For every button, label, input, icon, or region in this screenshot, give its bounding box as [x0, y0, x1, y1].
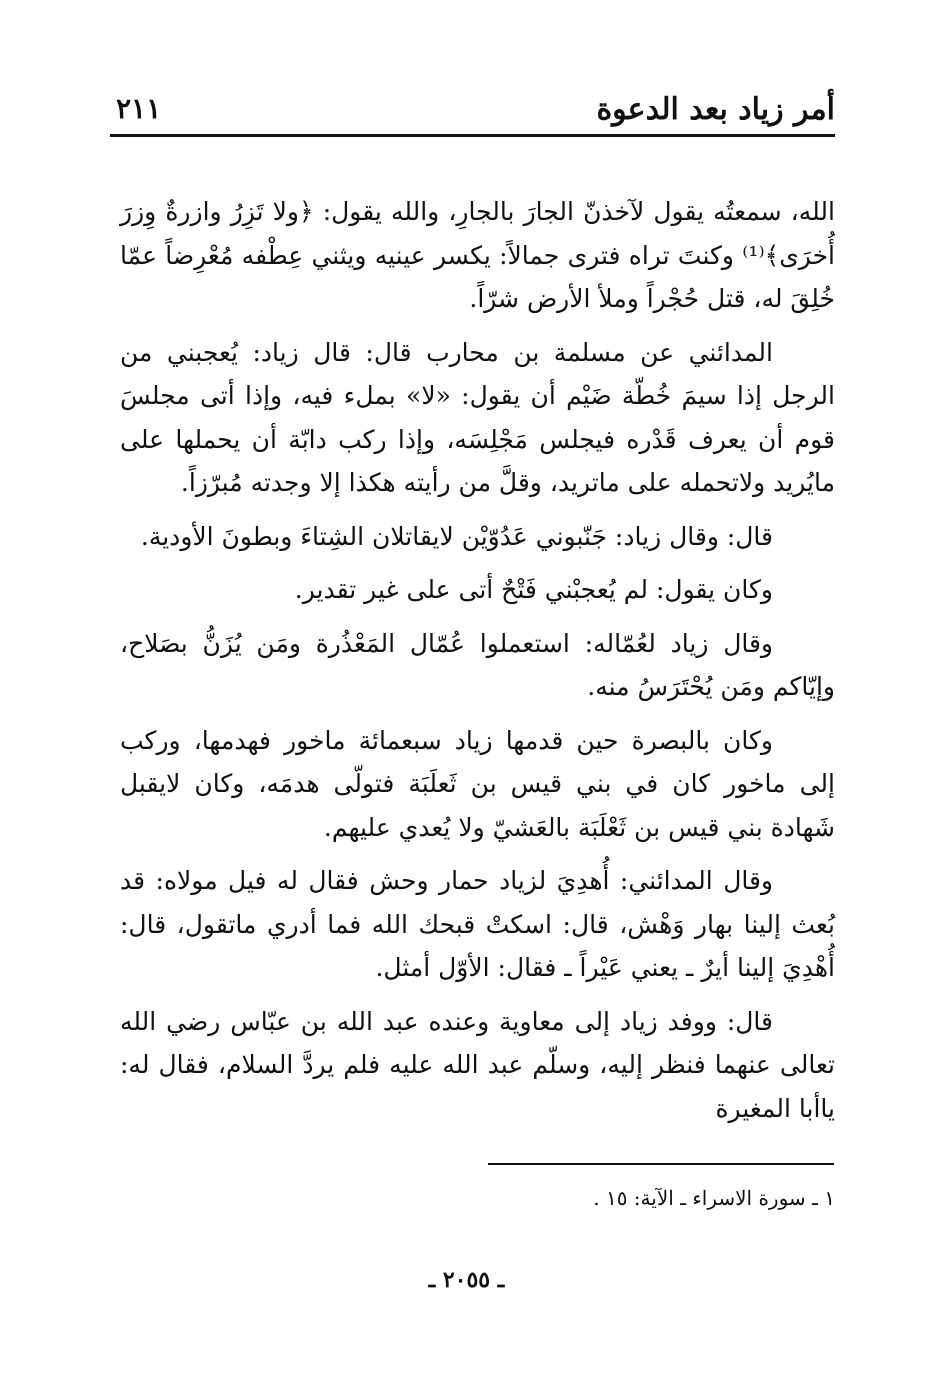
paragraph: قال: وقال زياد: جَنّبوني عَدُوّيْن لايقاتلان الشِتاءَ وبطونَ الأودية. — [140, 521, 773, 551]
paragraph: قال: ووفد زياد إلى معاوية وعنده عبد الله بن عبّاس رضي الله تعالى عنهما فنظر إليه، وسلّم عبد الله عليه فلم يردَّ السلام، فقال له: ياأبا المغيرة — [120, 1006, 835, 1123]
footnote-divider — [488, 1163, 834, 1165]
paragraph: وقال المدائني: أُهدِيَ لزياد حمار وحش فقال له فيل مولاه: قد بُعث إلينا بهار وَهْش، قال: اسكتْ قبحك الله فما أدري ماتقول، قال: أُهْدِيَ إلينا أيرٌ ـ يعني عَيْراً ـ فقال: الأوّل أمثل. — [120, 866, 835, 982]
paragraph: وكان يقول: لم يُعجبْني فَتْحٌ أتى على غير تقدير. — [294, 575, 773, 604]
page-number: ٢١١ — [116, 92, 162, 125]
paragraph: وقال زياد لعُمّاله: استعملوا عُمّال المَعْذُرة ومَن يُزَنُّ بصَلاح، وإيّاكم ومَن يُحْتَرَسُ منه. — [120, 628, 835, 701]
running-header — [110, 86, 835, 137]
paragraph: المدائني عن مسلمة بن محارب قال: قال زياد: يُعجبني من الرجل إذا سيمَ خُطّة ضَيْم أن يقول: «لا» بملء فيه، وإذا أتى مجلسَ قوم أن يعرف قَدْره فيجلس مَجْلِسَه، وإذا ركب دابّة أن يحملها على مايُريد ولاتحمله على ماتريد، وقلَّ من رأيته هكذا إلا وجدته مُبرّزاً. — [120, 337, 835, 497]
chapter-title: أمر زياد بعد الدعوة — [596, 92, 835, 127]
main-text — [120, 190, 835, 1140]
footnote: ١ ـ سورة الاسراء ـ الآية: ١٥ . — [593, 1186, 835, 1210]
paragraph: وكان بالبصرة حين قدمها زياد سبعمائة ماخور فهدمها، وركب إلى ماخور كان في بني قيس بن ثَعلَبَة فتولّى هدمَه، وكان لايقبل شَهادة بني قيس بن ثَعْلَبَة بالعَشيّ ولا يُعدي عليهم. — [120, 725, 835, 842]
paragraph: الله، سمعتُه يقول لآخذنّ الجارَ بالجارِ، والله يقول: ﴿ولا تَزِرُ وازرةٌ وِزرَ أُخرَى﴾⁽¹⁾ وكنتَ تراه فترى جمالاً: يكسر عينيه ويثني عِطْفه مُعْرِضاً عمّا خُلِقَ له، قتل حُجْراً وملأ الأرض شرّاً. — [120, 197, 835, 313]
folio-number: ـ ٢٠٥٥ ـ — [428, 1267, 505, 1293]
